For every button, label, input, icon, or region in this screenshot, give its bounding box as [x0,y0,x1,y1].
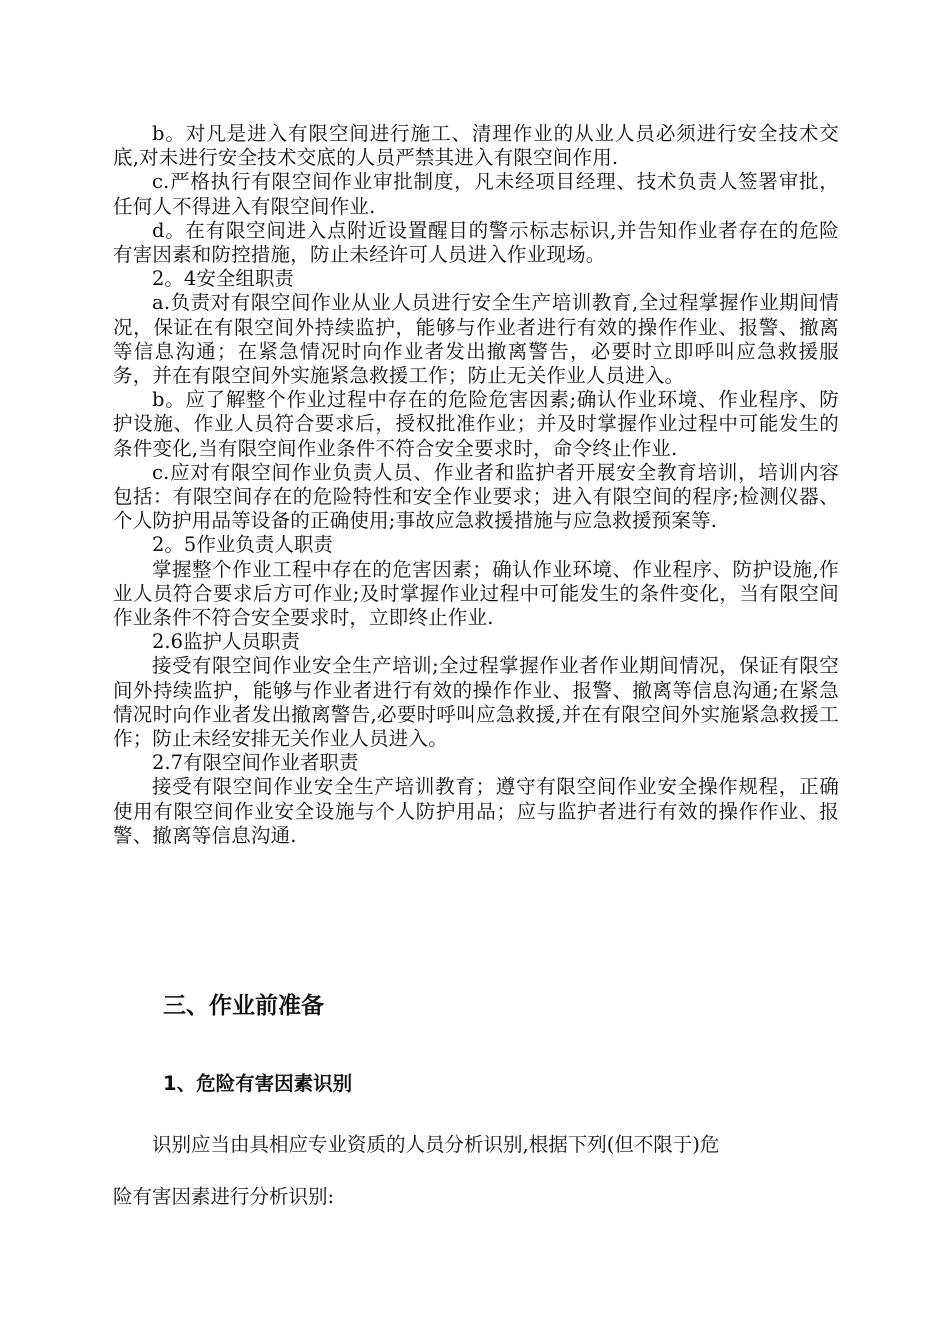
subheading-2-7: 2.7有限空间作业者职责 [152,751,359,775]
paragraph-monitor-duties: 接受有限空间作业安全生产培训;全过程掌握作业者作业期间情况，保证有限空间外持续监护，能够与作业者进行有效的操作作业、报警、撤离等信息沟通;在紧急情况时向作业者发出撤离警告,必要时呼叫应急救援,并在有限空间外实施紧急救援工作；防止未经安排无关作业人员进入。 [113,654,839,751]
document-body [113,122,839,848]
subsection-heading: 1、危险有害因素识别 [163,1072,353,1095]
paragraph-b-safety-briefing: b。对凡是进入有限空间进行施工、清理作业的从业人员必须进行安全技术交底,对未进行安全技术交底的人员严禁其进入有限空间作用. [113,122,839,170]
paragraph-a-training: a.负责对有限空间作业从业人员进行安全生产培训教育,全过程掌握作业期间情况，保证在有限空间外持续监护，能够与作业者进行有效的操作作业、报警、撤离等信息沟通；在紧急情况时向作业者发出撤离警告，必要时立即呼叫应急救援服务，并在有限空间外实施紧急救援工作；防止无关作业人员进入。 [113,291,839,388]
identification-line-2: 险有害因素进行分析识别: [113,1185,335,1208]
identification-line-1: 识别应当由具相应专业资质的人员分析识别,根据下列(但不限于)危 [152,1133,720,1156]
subheading-2-6: 2.6监护人员职责 [152,630,301,654]
paragraph-c-approval-system: c.严格执行有限空间作业审批制度，凡未经项目经理、技术负责人签署审批，任何人不得进入有限空间作业. [113,170,839,218]
paragraph-c-education: c.应对有限空间作业负责人员、作业者和监护者开展安全教育培训，培训内容包括：有限空间存在的危险特性和安全作业要求；进入有限空间的程序;检测仪器、个人防护用品等设备的正确使用;事故应急救援措施与应急救援预案等. [113,460,839,533]
paragraph-d-warning-signs: d。在有限空间进入点附近设置醒目的警示标志标识,并告知作业者存在的危险有害因素和防控措施，防止未经许可人员进入作业现场。 [113,218,839,267]
identification-paragraph [113,1119,839,1223]
subheading-2-5: 2。5作业负责人职责 [152,533,333,557]
paragraph-b-hazard-awareness: b。应了解整个作业过程中存在的危险危害因素;确认作业环境、作业程序、防护设施、作业人员符合要求后，授权批准作业；并及时掌握作业过程中可能发生的条件变化,当有限空间作业条件不符合安全要求时，命令终止作业. [113,388,839,460]
paragraph-worker-duties: 接受有限空间作业安全生产培训教育；遵守有限空间作业安全操作规程，正确使用有限空间作业安全设施与个人防护用品；应与监护者进行有效的操作作业、报警、撤离等信息沟通. [113,775,839,847]
subheading-2-4: 2。4安全组职责 [152,267,294,291]
section-heading: 三、作业前准备 [163,993,324,1019]
paragraph-work-leader-duties: 掌握整个作业工程中存在的危害因素；确认作业环境、作业程序、防护设施,作业人员符合要求后方可作业;及时掌握作业过程中可能发生的条件变化，当有限空间作业条件不符合安全要求时，立即终止作业. [113,557,839,630]
